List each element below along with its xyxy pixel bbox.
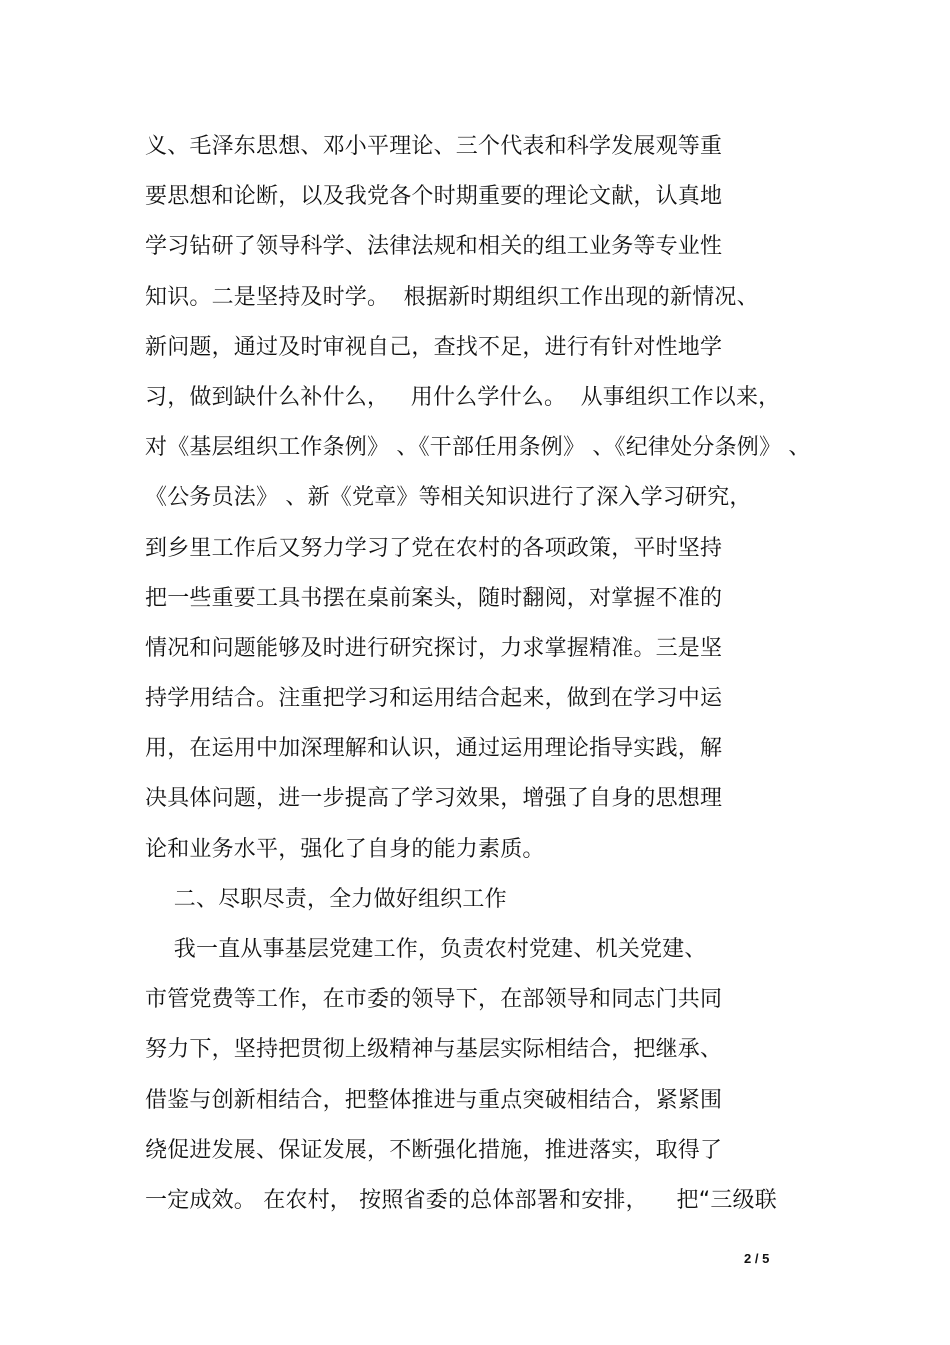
- text-line: 我一直从事基层党建工作，负责农村党建、机关党建、: [145, 937, 707, 962]
- text-line: 论和业务水平，强化了自身的能力素质。: [145, 836, 545, 862]
- text-line: 《公务员法》 、新《党章》等相关知识进行了深入学习研究，: [145, 485, 752, 511]
- text-line: 市管党费等工作，在市委的领导下，在部领导和同志门共同: [145, 987, 723, 1013]
- text-line: 持学用结合。注重把学习和运用结合起来，做到在学习中运: [145, 686, 723, 712]
- text-line: 把一些重要工具书摆在桌前案头，随时翻阅，对掌握不准的: [145, 585, 723, 611]
- page-number: 2 / 5: [744, 1251, 770, 1266]
- text-line: 到乡里工作后又努力学习了党在农村的各项政策，平时坚持: [145, 535, 723, 561]
- body-text: [145, 122, 845, 1226]
- text-line: 努力下，坚持把贯彻上级精神与基层实际相结合，把继承、: [145, 1037, 723, 1063]
- text-line: 用，在运用中加深理解和认识，通过运用理论指导实践，解: [145, 736, 723, 762]
- text-line: 对《基层组织工作条例》 、《干部任用条例》 、《纪律处分条例》 、: [145, 435, 811, 461]
- text-line: 知识。二是坚持及时学。 根据新时期组织工作出现的新情况、: [145, 284, 759, 310]
- text-line: 学习钻研了领导科学、法律法规和相关的组工业务等专业性: [145, 234, 723, 260]
- text-line: 习，做到缺什么补什么， 用什么学什么。 从事组织工作以来，: [145, 384, 781, 410]
- section-heading: 二、尽职尽责，全力做好组织工作: [145, 886, 507, 912]
- text-line: 一定成效。 在农村， 按照省委的总体部署和安排， 把“三级联: [145, 1187, 777, 1213]
- text-line: 绕促进发展、保证发展，不断强化措施，推进落实，取得了: [145, 1137, 723, 1163]
- text-line: 要思想和论断，以及我党各个时期重要的理论文献，认真地: [145, 184, 723, 210]
- text-line: 决具体问题，进一步提高了学习效果，增强了自身的思想理: [145, 786, 723, 812]
- text-line: 借鉴与创新相结合，把整体推进与重点突破相结合，紧紧围: [145, 1087, 723, 1113]
- text-line: 义、毛泽东思想、邓小平理论、三个代表和科学发展观等重: [145, 134, 723, 159]
- text-line: 情况和问题能够及时进行研究探讨，力求掌握精准。三是坚: [145, 635, 723, 661]
- text-line: 新问题，通过及时审视自己，查找不足，进行有针对性地学: [145, 334, 723, 360]
